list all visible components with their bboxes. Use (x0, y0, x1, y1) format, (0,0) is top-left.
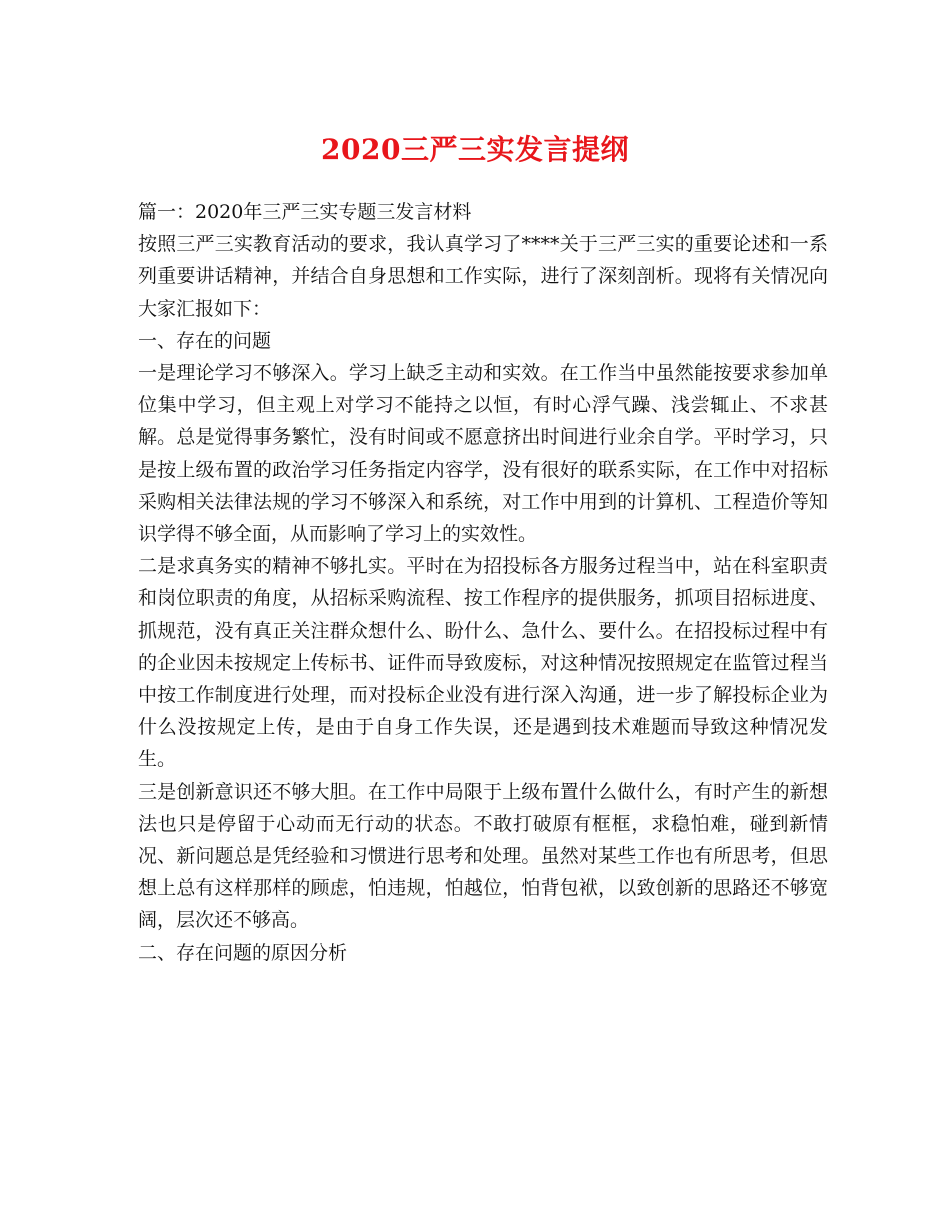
document-title: 2020三严三实发言提纲 (321, 133, 629, 166)
problem-paragraph-2: 二是求真务实的精神不够扎实。平时在为招投标各方服务过程当中，站在科室职责和岗位职责的角度，从招标采购流程、按工作程序的提供服务，抓项目招标进度、抓规范，没有真正关注群众想什么、盼什么、急什么、要什么。在招投标过程中有的企业因未按规定上传标书、证件而导致废标，对这种情况按照规定在监管过程当中按工作制度进行处理，而对投标企业没有进行深入沟通，进一步了解投标企业为什么没按规定上传，是由于自身工作失误，还是遇到技术难题而导致这种情况发生。 (138, 555, 828, 771)
problem-paragraph-3: 三是创新意识还不够大胆。在工作中局限于上级布置什么做什么，有时产生的新想法也只是停留于心动而无行动的状态。不敢打破原有框框，求稳怕难，碰到新情况、新问题总是凭经验和习惯进行思考和处理。虽然对某些工作也有所思考，但思想上总有这样那样的顾虑，怕违规，怕越位，怕背包袱，以致创新的思路还不够宽阔，层次还不够高。 (138, 780, 828, 932)
intro-paragraph: 按照三严三实教育活动的要求，我认真学习了****关于三严三实的重要论述和一系列重要讲话精神，并结合自身思想和工作实际，进行了深刻剖析。现将有关情况向大家汇报如下： (138, 233, 828, 320)
section-heading-problems: 一、存在的问题 (138, 329, 272, 352)
section-heading-causes: 二、存在问题的原因分析 (138, 941, 348, 964)
problem-paragraph-1: 一是理论学习不够深入。学习上缺乏主动和实效。在工作当中虽然能按要求参加单位集中学习，但主观上对学习不能持之以恒，有时心浮气躁、浅尝辄止、不求甚解。总是觉得事务繁忙，没有时间或不愿意挤出时间进行业余自学。平时学习，只是按上级布置的政治学习任务指定内容学，没有很好的联系实际，在工作中对招标采购相关法律法规的学习不够深入和系统，对工作中用到的计算机、工程造价等知识学得不够全面，从而影响了学习上的实效性。 (138, 362, 828, 546)
document-body (138, 196, 828, 969)
section-subtitle: 篇一：2020年三严三实专题三发言材料 (138, 201, 472, 223)
